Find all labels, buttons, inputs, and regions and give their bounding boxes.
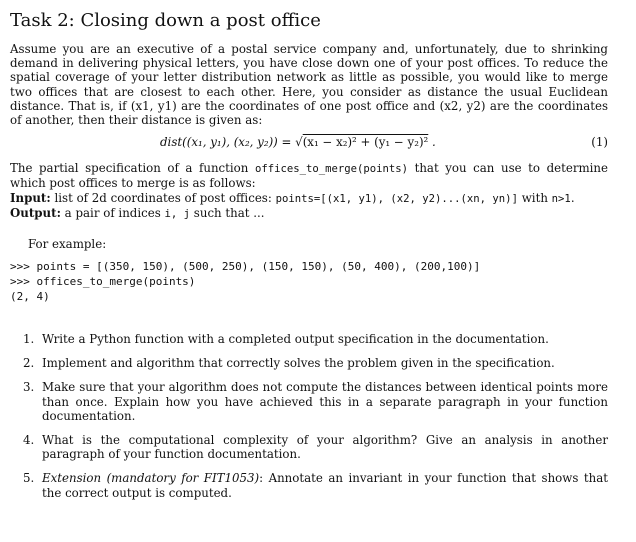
task-item xyxy=(38,356,608,370)
task-list xyxy=(10,332,608,500)
distance-formula xyxy=(10,133,608,155)
task-text: Implement and algorithm that correctly solves the problem given in the specification. xyxy=(42,356,555,371)
task-title: Task 2: Closing down a post office xyxy=(10,10,321,31)
output-label: Output: xyxy=(10,205,61,220)
code-example xyxy=(10,259,608,304)
input-text-pre: list of 2d coordinates of post offices: xyxy=(50,190,276,205)
task-item xyxy=(38,471,608,499)
input-text-post: . xyxy=(570,190,575,205)
output-text-pre: a pair of indices xyxy=(60,205,165,220)
input-label: Input: xyxy=(10,190,51,205)
output-code: i, j xyxy=(164,207,191,220)
task-item xyxy=(38,380,608,423)
example-label: For example: xyxy=(28,237,107,252)
formula-lhs: dist((x₁, y₁), (x₂, y₂)) = xyxy=(160,135,296,150)
equation-number: (1) xyxy=(591,135,608,150)
formula-end: . xyxy=(432,135,436,150)
input-spec xyxy=(10,191,608,206)
output-spec xyxy=(10,206,608,221)
task-text: What is the computational complexity of your algorithm? Give an analysis in another paragraph of your function documentation. xyxy=(42,433,608,462)
task-text: : Annotate an invariant in your function that shows that the correct output is computed. xyxy=(42,471,608,500)
spec-intro-pre: The partial specification of a function xyxy=(10,161,255,176)
task-item xyxy=(38,433,608,461)
code-line: >>> offices_to_merge(points) xyxy=(10,275,196,289)
task-item xyxy=(38,332,608,346)
code-line: >>> points = [(350, 150), (500, 250), (150, 150), (50, 400), (200,100)] xyxy=(10,260,481,274)
output-text-post: such that ... xyxy=(190,205,265,220)
document-page xyxy=(10,10,608,510)
spec-function-name: offices_to_merge(points) xyxy=(254,163,409,176)
task-text: Make sure that your algorithm does not compute the distances between identical points more than once. Explain how you have achieved this in a separate paragraph in your function documentation. xyxy=(42,380,608,423)
formula-rhs: (x₁ − x₂)² + (y₁ − y₂)² xyxy=(302,135,429,150)
intro-paragraph: Assume you are an executive of a postal service company and, unfortunately, due to shrinking demand in delivering physical letters, you have close down one of your post offices. To reduce the spatial coverage of your letter distribution network as little as possible, you would like to merge two offices that are closest to each other. Here, you consider as distance the usual Euclidean distance. That is, if (x1, y1) are the coordinates of one post office and (x2, y2) are the coordinates of another, then their distance is given as: xyxy=(10,42,608,128)
extension-label: Extension (mandatory for FIT1053) xyxy=(42,471,260,486)
formula-expression xyxy=(160,135,436,149)
spec-intro-post: that you can use to determine which post offices to merge is as follows: xyxy=(10,161,608,191)
sqrt-sign: √(x₁ − x₂)² + (y₁ − y₂)² xyxy=(295,135,429,150)
input-code: points=[(x1, y1), (x2, y2)...(xn, yn)] xyxy=(275,192,518,205)
input-code-2: n>1 xyxy=(551,192,571,205)
task-text: Write a Python function with a completed output specification in the documentation. xyxy=(42,332,549,347)
spec-intro xyxy=(10,161,608,190)
input-text-mid: with xyxy=(517,190,552,205)
code-line: (2, 4) xyxy=(10,290,50,304)
